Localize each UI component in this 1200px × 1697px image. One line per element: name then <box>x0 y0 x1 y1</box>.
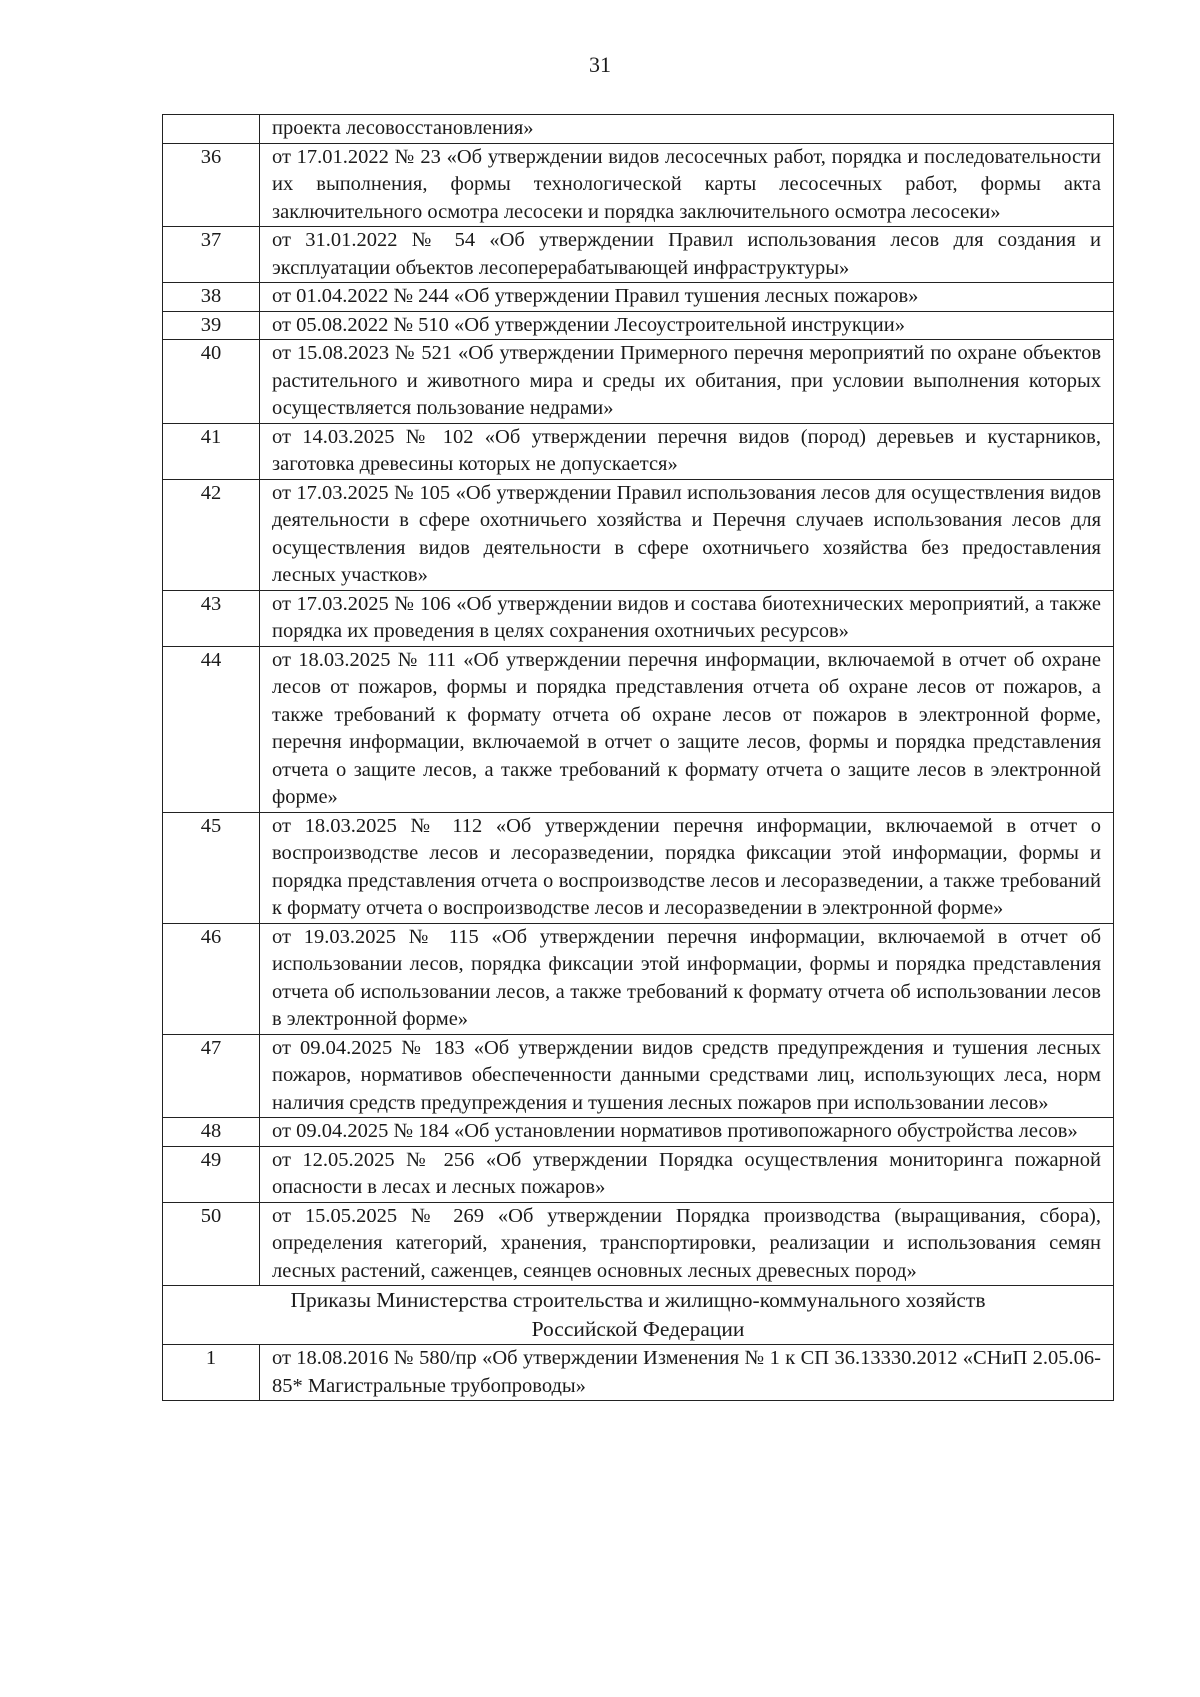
row-text: от 15.08.2023 № 521 «Об утверждении Примерного перечня мероприятий по охране объектов растительного и животного мира и среды их обитания, при условии выполнения которых осуществляется пользование недрами» <box>260 340 1114 424</box>
row-number: 41 <box>163 423 260 479</box>
table-row <box>163 311 1114 340</box>
row-number: 50 <box>163 1202 260 1286</box>
row-text: от 09.04.2025 № 184 «Об установлении нормативов противопожарного обустройства лесов» <box>260 1118 1114 1147</box>
table-row <box>163 590 1114 646</box>
row-text: от 01.04.2022 № 244 «Об утверждении Правил тушения лесных пожаров» <box>260 283 1114 312</box>
table-row <box>163 479 1114 590</box>
table-row <box>163 423 1114 479</box>
table-row <box>163 1202 1114 1286</box>
row-number: 43 <box>163 590 260 646</box>
page-number: 31 <box>589 52 611 77</box>
row-text: от 19.03.2025 № 115 «Об утверждении перечня информации, включаемой в отчет об использовании лесов, порядка фиксации этой информации, формы и порядка представления отчета об использовании лесов, а также требований к формату отчета об использовании лесов в электронной форме» <box>260 923 1114 1034</box>
row-number: 47 <box>163 1034 260 1118</box>
row-text: от 31.01.2022 № 54 «Об утверждении Правил использования лесов для создания и эксплуатации объектов лесоперерабатывающей инфраструктуры» <box>260 227 1114 283</box>
row-number: 44 <box>163 646 260 812</box>
row-number: 40 <box>163 340 260 424</box>
row-text: от 18.03.2025 № 111 «Об утверждении перечня информации, включаемой в отчет об охране лесов от пожаров, формы и порядка представления отчета об охране лесов от пожаров, а также требований к формату отчета об охране лесов от пожаров в электронной форме, перечня информации, включаемой в отчет о защите лесов, формы и порядка представления отчета о защите лесов, а также требований к формату отчета о защите лесов в электронной форме» <box>260 646 1114 812</box>
table-row <box>163 923 1114 1034</box>
table-row <box>163 115 1114 144</box>
row-text: от 18.03.2025 № 112 «Об утверждении перечня информации, включаемой в отчет о воспроизводстве лесов и лесоразведении, порядка фиксации этой информации, формы и порядка представления отчета о воспроизводстве лесов и лесоразведении, а также требований к формату отчета о воспроизводстве лесов и лесоразведении в электронной форме» <box>260 812 1114 923</box>
section-heading-line2: Российской Федерации <box>531 1317 745 1341</box>
document-table <box>162 114 1114 1401</box>
row-text: от 15.05.2025 № 269 «Об утверждении Порядка производства (выращивания, сбора), определения категорий, хранения, транспортировки, реализации и использования семян лесных растений, саженцев, сеянцев основных лесных древесных пород» <box>260 1202 1114 1286</box>
table-row <box>163 812 1114 923</box>
row-number: 45 <box>163 812 260 923</box>
row-number: 36 <box>163 143 260 227</box>
table-row <box>163 1118 1114 1147</box>
row-number: 37 <box>163 227 260 283</box>
table-row <box>163 646 1114 812</box>
row-number: 46 <box>163 923 260 1034</box>
table-row <box>163 283 1114 312</box>
row-number: 1 <box>163 1345 260 1401</box>
table-row <box>163 1146 1114 1202</box>
row-number: 49 <box>163 1146 260 1202</box>
row-number: 48 <box>163 1118 260 1147</box>
row-text: от 17.03.2025 № 105 «Об утверждении Правил использования лесов для осуществления видов деятельности в сфере охотничьего хозяйства и Перечня случаев использования лесов для осуществления видов деятельности в сфере охотничьего хозяйства без предоставления лесных участков» <box>260 479 1114 590</box>
row-number: 39 <box>163 311 260 340</box>
table-row <box>163 340 1114 424</box>
table-row <box>163 227 1114 283</box>
section-heading-line1: Приказы Министерства строительства и жилищно-коммунального хозяйств <box>290 1288 986 1312</box>
row-number <box>163 115 260 144</box>
row-text: от 09.04.2025 № 183 «Об утверждении видов средств предупреждения и тушения лесных пожаров, нормативов обеспеченности данными средствами лиц, использующих леса, норм наличия средств предупреждения и тушения лесных пожаров при использовании лесов» <box>260 1034 1114 1118</box>
row-text: от 17.03.2025 № 106 «Об утверждении видов и состава биотехнических мероприятий, а также порядка их проведения в целях сохранения охотничьих ресурсов» <box>260 590 1114 646</box>
table-row <box>163 1345 1114 1401</box>
row-text: от 18.08.2016 № 580/пр «Об утверждении Изменения № 1 к СП 36.13330.2012 «СНиП 2.05.06-85* Магистральные трубопроводы» <box>260 1345 1114 1401</box>
row-text: проекта лесовосстановления» <box>260 115 1114 144</box>
row-text: от 12.05.2025 № 256 «Об утверждении Порядка осуществления мониторинга пожарной опасности в лесах и лесных пожаров» <box>260 1146 1114 1202</box>
section-heading <box>163 1286 1114 1345</box>
table-row <box>163 143 1114 227</box>
row-text: от 05.08.2022 № 510 «Об утверждении Лесоустроительной инструкции» <box>260 311 1114 340</box>
row-number: 42 <box>163 479 260 590</box>
row-text: от 14.03.2025 № 102 «Об утверждении перечня видов (пород) деревьев и кустарников, заготовка древесины которых не допускается» <box>260 423 1114 479</box>
row-number: 38 <box>163 283 260 312</box>
row-text: от 17.01.2022 № 23 «Об утверждении видов лесосечных работ, порядка и последовательности их выполнения, формы технологической карты лесосечных работ, формы акта заключительного осмотра лесосеки и порядка заключительного осмотра лесосеки» <box>260 143 1114 227</box>
table-row <box>163 1034 1114 1118</box>
section-heading-row <box>163 1286 1114 1345</box>
